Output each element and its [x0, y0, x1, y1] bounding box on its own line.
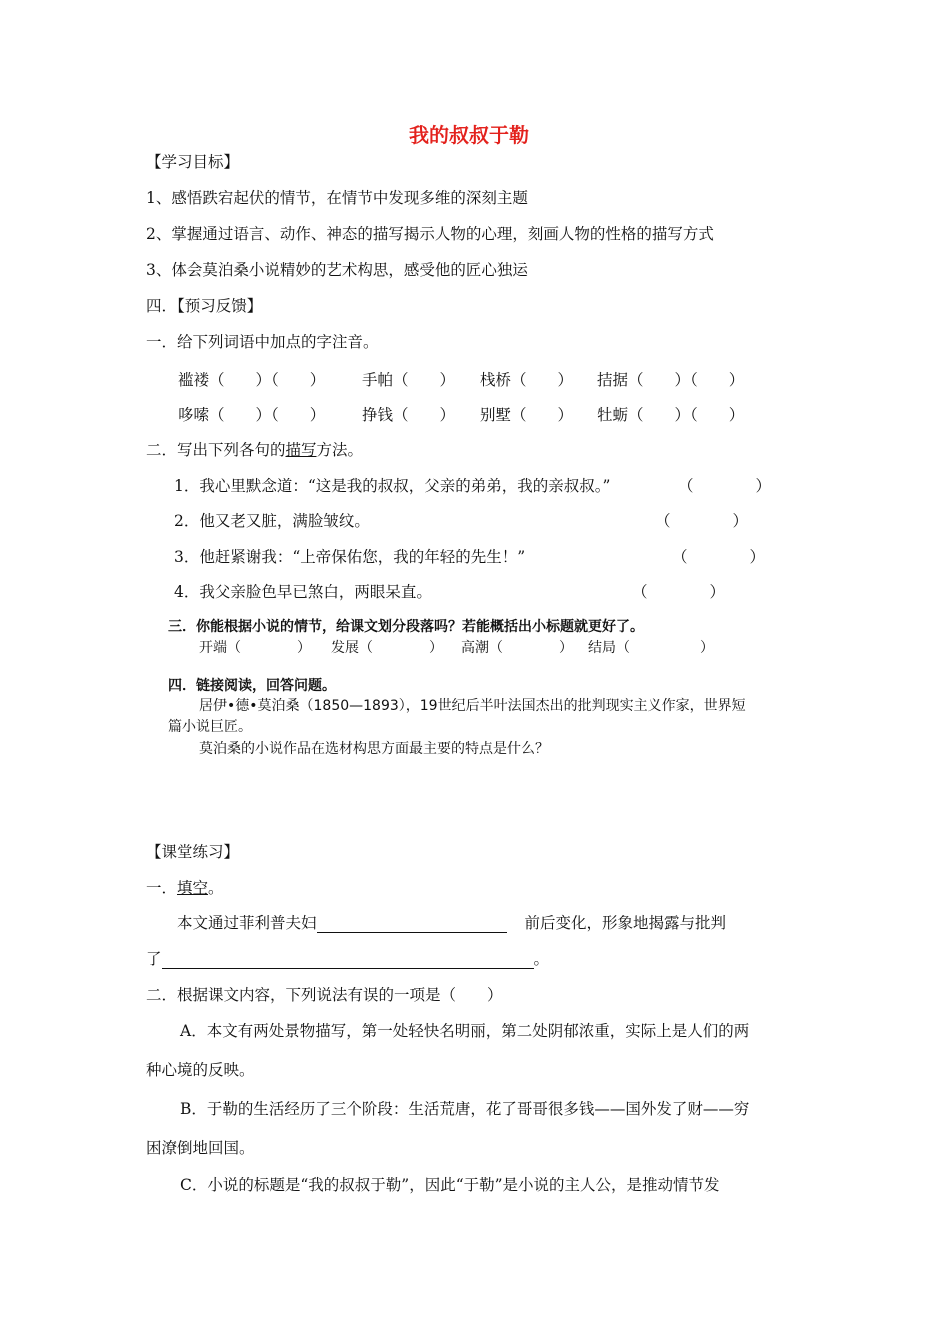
description-question-suffix: 方法。 — [316, 441, 364, 459]
plot-part: 结局（ ） — [588, 640, 714, 656]
fill-blank-label: 填空 — [177, 879, 209, 897]
reading-question: 四．链接阅读，回答问题。 — [168, 678, 336, 694]
pinyin-word: 栈桥（ ） — [480, 371, 574, 389]
plot-part: 高潮（ ） — [461, 640, 573, 656]
description-item-2: 2．他又老又脏，满脸皱纹。 — [174, 512, 370, 530]
option-a-line1: A．本文有两处景物描写，第一处轻快名明丽，第二处阴郁浓重，实际上是人们的两 — [180, 1022, 750, 1040]
description-question-prefix: 二．写出下列各句的 — [146, 441, 286, 459]
answer-paren: （ ） — [655, 512, 749, 530]
fill-blank-line2 — [146, 949, 549, 969]
description-item-4: 4．我父亲脸色早已煞白，两眼呆直。 — [174, 583, 432, 601]
preview-heading: 四．【预习反馈】 — [146, 297, 263, 315]
reading-subquestion: 莫泊桑的小说作品在选材构思方面最主要的特点是什么？ — [199, 741, 549, 757]
pinyin-word: 挣钱（ ） — [362, 406, 456, 424]
page-title: 我的叔叔于勒 — [409, 123, 529, 147]
fill-blank-text: 前后变化，形象地揭露与批判 — [524, 914, 727, 932]
fill-blank-end: 。 — [533, 950, 550, 968]
fill-blank-text: 本文通过菲利普夫妇 — [177, 914, 317, 932]
classwork-heading: 【课堂练习】 — [146, 843, 240, 861]
reading-paragraph-line1: 居伊•德•莫泊桑（1850—1893），19世纪后半叶法国杰出的批判现实主义作家，世界短 — [199, 698, 746, 714]
pinyin-question: 一．给下列词语中加点的字注音。 — [146, 333, 379, 351]
option-a-line2: 种心境的反映。 — [146, 1061, 255, 1079]
description-item-1: 1．我心里默念道：“这是我的叔叔，父亲的弟弟，我的亲叔叔。” — [174, 477, 611, 495]
objective-item-1: 1、感悟跌宕起伏的情节，在情节中发现多维的深刻主题 — [146, 189, 528, 207]
paragraph-question: 三．你能根据小说的情节，给课文划分段落吗？若能概括出小标题就更好了。 — [168, 619, 644, 635]
objectives-heading: 【学习目标】 — [146, 153, 240, 171]
reading-paragraph-line2: 篇小说巨匠。 — [168, 719, 252, 735]
fill-blank-end: 。 — [208, 879, 224, 897]
description-question-underlined: 描写 — [285, 441, 317, 459]
description-item-3: 3．他赶紧谢我：“上帝保佑您，我的年轻的先生！” — [174, 548, 526, 566]
choice-question: 二．根据课文内容，下列说法有误的一项是（ ） — [146, 986, 503, 1004]
pinyin-word: 哆嗦（ ）（ ） — [178, 406, 326, 424]
objective-item-2: 2、掌握通过语言、动作、神态的描写揭示人物的心理，刻画人物的性格的描写方式 — [146, 225, 714, 243]
plot-part: 发展（ ） — [331, 640, 443, 656]
answer-paren: （ ） — [678, 477, 772, 495]
pinyin-word: 别墅（ ） — [480, 406, 574, 424]
fill-blank-number: 一． — [146, 879, 178, 897]
pinyin-word: 手帕（ ） — [362, 371, 456, 389]
option-c-line1: C．小说的标题是“我的叔叔于勒”，因此“于勒”是小说的主人公，是推动情节发 — [180, 1176, 720, 1194]
option-b-line2: 困潦倒地回国。 — [146, 1139, 255, 1157]
answer-blank[interactable] — [317, 916, 507, 933]
answer-blank[interactable] — [162, 952, 534, 969]
answer-paren: （ ） — [632, 583, 726, 601]
fill-blank-text: 了 — [146, 950, 162, 968]
pinyin-word: 牡蛎（ ）（ ） — [597, 406, 745, 424]
fill-blank-question — [146, 878, 224, 898]
description-question — [146, 440, 363, 460]
plot-part: 开端（ ） — [199, 640, 311, 656]
pinyin-word: 拮据（ ）（ ） — [597, 371, 745, 389]
answer-paren: （ ） — [672, 548, 766, 566]
fill-blank-line1 — [177, 913, 726, 933]
option-b-line1: B．于勒的生活经历了三个阶段：生活荒唐，花了哥哥很多钱——国外发了财——穷 — [180, 1100, 750, 1118]
objective-item-3: 3、体会莫泊桑小说精妙的艺术构思，感受他的匠心独运 — [146, 261, 528, 279]
pinyin-word: 褴褛（ ）（ ） — [178, 371, 326, 389]
